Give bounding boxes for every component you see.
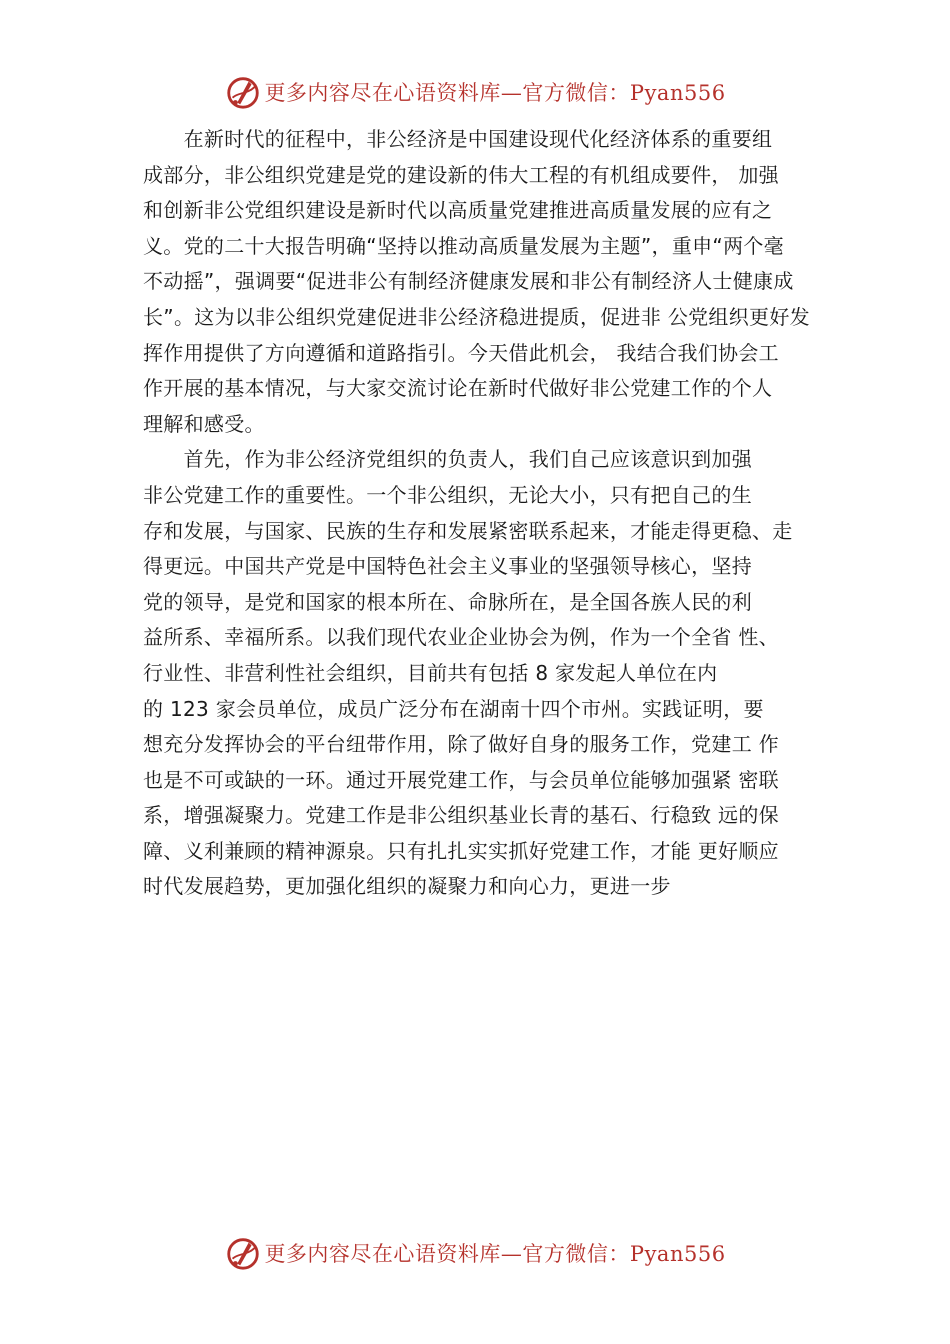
body-line: 长”。这为以非公组织党建促进非公经济稳进提质，促进非 公党组织更好发 xyxy=(143,304,810,329)
body-line: 首先，作为非公经济党组织的负责人，我们自己应该意识到加强 xyxy=(143,447,752,472)
body-line: 存和发展，与国家、民族的生存和发展紧密联系起来，才能走得更稳、走 xyxy=(143,518,793,543)
pen-nib-logo-icon xyxy=(224,1234,262,1272)
body-line: 时代发展趋势，更加强化组织的凝聚力和向心力，更进一步 xyxy=(143,874,671,899)
body-line: 得更远。中国共产党是中国特色社会主义事业的坚强领导核心，坚持 xyxy=(143,554,752,579)
body-line: 理解和感受。 xyxy=(143,411,265,436)
body-line: 义。党的二十大报告明确“坚持以推动高质量发展为主题”，重申“两个毫 xyxy=(143,233,784,258)
header-banner xyxy=(0,72,950,112)
body-line: 挥作用提供了方向遵循和道路指引。今天借此机会， 我结合我们协会工 xyxy=(143,340,779,365)
body-line: 行业性、非营利性社会组织，目前共有包括 8 家发起人单位在内 xyxy=(143,660,718,685)
body-line: 非公党建工作的重要性。一个非公组织，无论大小，只有把自己的生 xyxy=(143,482,752,507)
body-line: 想充分发挥协会的平台纽带作用，除了做好自身的服务工作，党建工 作 xyxy=(143,732,779,757)
document-body xyxy=(143,122,813,905)
body-line: 的 123 家会员单位，成员广泛分布在湖南十四个市州。实践证明，要 xyxy=(143,696,764,721)
body-line: 作开展的基本情况，与大家交流讨论在新时代做好非公党建工作的个人 xyxy=(143,376,773,401)
body-line: 益所系、幸福所系。以我们现代农业企业协会为例，作为一个全省 性、 xyxy=(143,625,779,650)
body-line: 成部分，非公组织党建是党的建设新的伟大工程的有机组成要件， 加强 xyxy=(143,162,779,187)
body-line: 在新时代的征程中，非公经济是中国建设现代化经济体系的重要组 xyxy=(143,127,773,151)
body-line: 和创新非公党组织建设是新时代以高质量党建推进高质量发展的应有之 xyxy=(143,198,773,223)
banner-text: 更多内容尽在心语资料库—官方微信：Pyan556 xyxy=(264,1242,726,1266)
pen-nib-logo-icon xyxy=(224,73,262,111)
body-line: 不动摇”，强调要“促进非公有制经济健康发展和非公有制经济人士健康成 xyxy=(143,269,794,294)
body-line: 党的领导，是党和国家的根本所在、命脉所在，是全国各族人民的利 xyxy=(143,589,752,614)
body-line: 系，增强凝聚力。党建工作是非公组织基业长青的基石、行稳致 远的保 xyxy=(143,803,779,828)
body-line: 障、义利兼顾的精神源泉。只有扎扎实实抓好党建工作，才能 更好顺应 xyxy=(143,838,779,863)
banner-text: 更多内容尽在心语资料库—官方微信：Pyan556 xyxy=(264,81,726,105)
body-line: 也是不可或缺的一环。通过开展党建工作，与会员单位能够加强紧 密联 xyxy=(143,767,779,792)
footer-banner xyxy=(0,1233,950,1273)
